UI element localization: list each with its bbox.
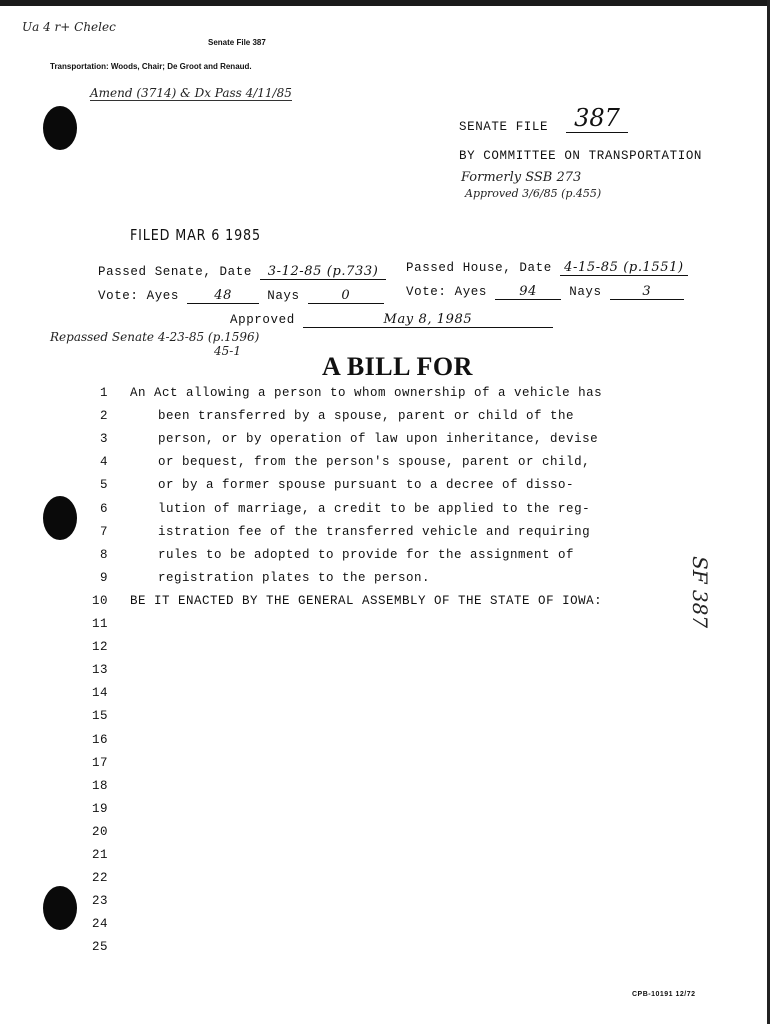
bill-line <box>86 825 108 847</box>
line-number: 3 <box>99 432 108 447</box>
senate-ayes-blank <box>187 288 259 304</box>
line-number: 21 <box>91 848 108 862</box>
line-text: BE IT ENACTED BY THE GENERAL ASSEMBLY OF THE STATE OF IOWA: <box>130 593 603 608</box>
line-number: 1 <box>99 386 108 400</box>
punch-hole-top <box>43 106 77 150</box>
bill-line <box>86 617 108 639</box>
approved-date-blank <box>303 312 553 328</box>
approved-row <box>230 312 553 328</box>
bill-line <box>86 894 108 916</box>
bill-line <box>86 663 108 685</box>
bill-line <box>86 709 108 731</box>
form-code: CPB-10191 12/72 <box>632 991 696 998</box>
bill-line <box>86 871 108 893</box>
line-number: 4 <box>99 455 108 470</box>
bill-line <box>86 501 591 524</box>
line-text: An Act allowing a person to whom ownership of a vehicle has <box>130 386 603 400</box>
bill-line <box>86 779 108 801</box>
corner-handwritten-note: Ua 4 r+ Chelec <box>22 20 116 34</box>
house-ayes-blank <box>495 284 561 300</box>
passed-house-label: Passed House, Date <box>406 261 552 275</box>
sponsor-line: BY COMMITTEE ON TRANSPORTATION <box>459 149 703 163</box>
line-number: 8 <box>99 547 108 562</box>
punch-hole-middle <box>43 496 77 540</box>
senate-vote-row <box>98 288 384 304</box>
bill-line <box>86 524 591 547</box>
passed-house-date-blank <box>560 260 688 276</box>
senate-file-label: SENATE FILE <box>459 120 549 134</box>
line-number: 23 <box>91 894 108 909</box>
line-text: or by a former spouse pursuant to a decree of disso- <box>158 478 575 493</box>
line-number: 2 <box>99 409 108 424</box>
line-text: been transferred by a spouse, parent or child of the <box>158 409 575 424</box>
line-number: 7 <box>99 524 108 539</box>
bill-line <box>86 409 575 431</box>
senate-nays-blank <box>308 288 384 304</box>
side-handwritten-note: SF 387 <box>688 556 712 629</box>
line-number: 14 <box>91 686 108 701</box>
line-number: 24 <box>91 917 108 932</box>
line-text: person, or by operation of law upon inheritance, devise <box>158 432 599 447</box>
bill-line <box>86 432 599 454</box>
line-number: 18 <box>91 778 108 793</box>
line-text: or bequest, from the person's spouse, parent or child, <box>158 455 591 470</box>
repassed-vote-note: 45-1 <box>214 344 241 358</box>
formerly-handwritten-note: Formerly SSB 273 <box>461 170 582 185</box>
approved-label: Approved <box>230 313 295 327</box>
punch-hole-bottom <box>43 886 77 930</box>
bill-line <box>86 733 108 755</box>
passed-senate-date: 3-12-85 (p.733) <box>267 264 379 279</box>
passed-senate-label: Passed Senate, Date <box>98 265 252 279</box>
bill-line <box>86 848 108 870</box>
line-number: 9 <box>99 570 108 585</box>
line-text: registration plates to the person. <box>158 570 431 585</box>
senate-file-small-label: Senate File 387 <box>208 38 266 47</box>
approved-handwritten-note: Approved 3/6/85 (p.455) <box>465 187 602 200</box>
passed-house-row <box>406 260 688 276</box>
line-number: 20 <box>91 824 108 839</box>
house-nays-value: 3 <box>642 284 652 299</box>
line-number: 10 <box>91 593 108 608</box>
line-text: istration fee of the transferred vehicle and requiring <box>158 524 591 539</box>
passed-senate-date-blank <box>260 264 386 280</box>
house-vote-row <box>406 284 684 300</box>
line-number: 5 <box>99 478 108 493</box>
bill-line <box>86 756 108 778</box>
bill-line <box>86 917 108 939</box>
house-nays-label: Nays <box>569 285 602 299</box>
bill-line <box>86 547 575 570</box>
line-text: rules to be adopted to provide for the assignment of <box>158 547 575 562</box>
senate-file-number: 387 <box>574 104 620 132</box>
house-ayes-value: 94 <box>519 284 537 299</box>
line-number: 25 <box>91 940 108 955</box>
bill-line <box>86 386 603 408</box>
bill-line <box>86 802 108 824</box>
senate-ayes-value: 48 <box>214 288 232 303</box>
approved-date: May 8, 1985 <box>383 312 473 327</box>
line-number: 6 <box>99 501 108 516</box>
bill-line <box>86 593 603 616</box>
bill-title: A BILL FOR <box>322 352 473 381</box>
bill-line <box>86 686 108 708</box>
repassed-senate-note: Repassed Senate 4-23-85 (p.1596) <box>50 330 260 344</box>
bill-line <box>86 478 575 500</box>
house-nays-blank <box>610 284 684 300</box>
bill-line <box>86 640 108 662</box>
amend-handwritten-note: Amend (3714) & Dx Pass 4/11/85 <box>90 86 292 100</box>
line-number: 17 <box>91 755 108 770</box>
senate-vote-label: Vote: Ayes <box>98 289 180 303</box>
house-vote-label: Vote: Ayes <box>406 285 488 299</box>
bill-line <box>86 455 591 477</box>
bill-line <box>86 940 108 962</box>
line-number: 11 <box>91 617 108 631</box>
senate-nays-value: 0 <box>341 288 351 303</box>
bill-line <box>86 570 431 593</box>
line-number: 19 <box>91 801 108 816</box>
line-number: 13 <box>91 663 108 678</box>
senate-file-number-blank <box>566 104 628 133</box>
scan-top-edge <box>0 0 770 6</box>
line-text: lution of marriage, a credit to be applied to the reg- <box>158 501 591 516</box>
filed-date-stamp: FILED MAR 6 1985 <box>130 226 261 244</box>
senate-nays-label: Nays <box>267 289 300 303</box>
line-number: 16 <box>91 732 108 747</box>
passed-senate-row <box>98 264 386 280</box>
line-number: 15 <box>91 709 108 724</box>
line-number: 22 <box>91 871 108 886</box>
passed-house-date: 4-15-85 (p.1551) <box>564 260 684 275</box>
line-number: 12 <box>91 640 108 655</box>
committee-members-line: Transportation: Woods, Chair; De Groot and Renaud. <box>50 62 252 71</box>
